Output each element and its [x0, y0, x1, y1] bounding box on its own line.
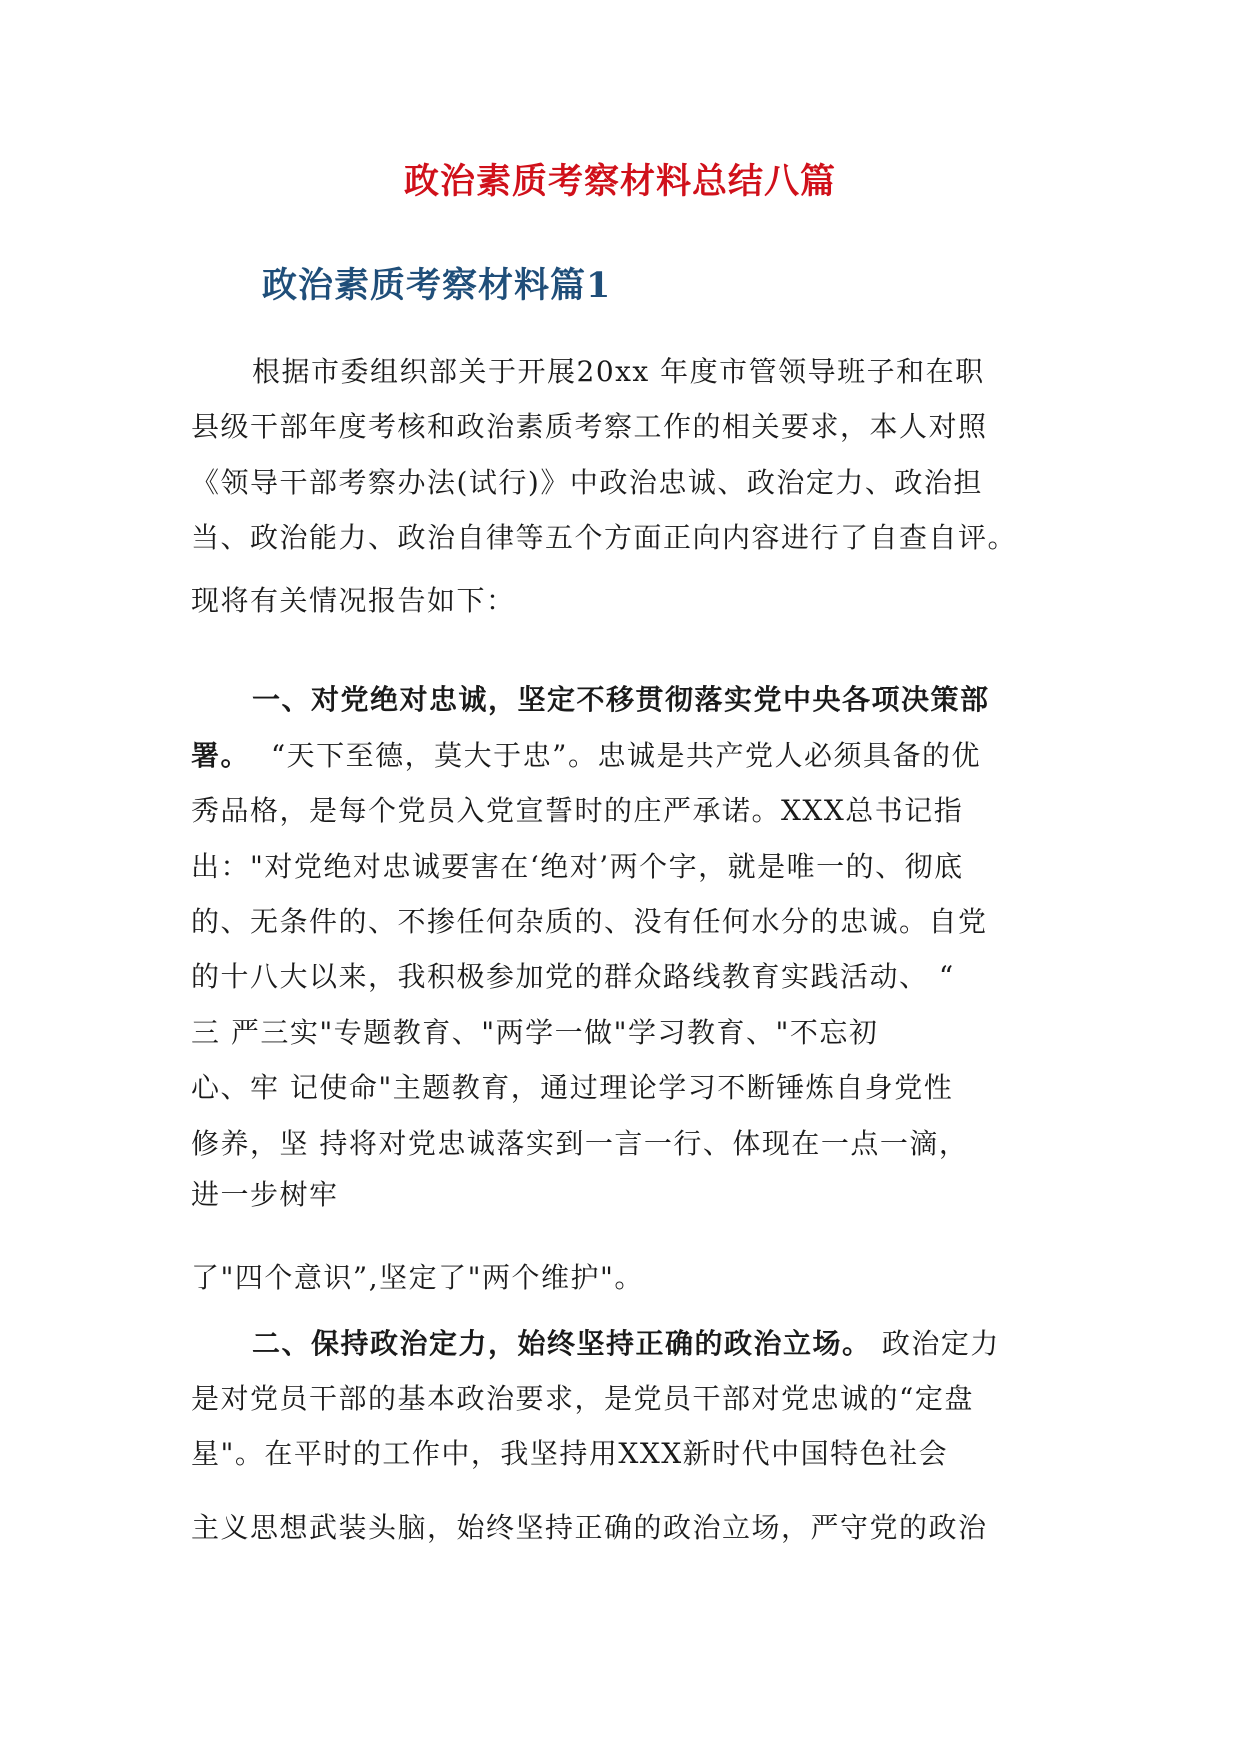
- paragraph-line: 现将有关情况报告如下：: [191, 584, 516, 617]
- paragraph-line: 星"。在平时的工作中，我坚持用XXX新时代中国特色社会: [191, 1437, 949, 1470]
- paragraph-line: 的十八大以来，我积极参加党的群众路线教育实践活动、 “: [191, 960, 955, 993]
- paragraph-line: 秀品格，是每个党员入党宣誓时的庄严承诺。XXX总书记指: [191, 794, 964, 827]
- paragraph-line: [252, 680, 1112, 720]
- paragraph-line: 心、牢 记使命"主题教育，通过理论学习不断锤炼自身党性: [191, 1071, 954, 1104]
- paragraph-line: 是对党员干部的基本政治要求，是党员干部对党忠诚的“定盘: [191, 1382, 974, 1415]
- paragraph-line: 了"四个意识”,坚定了"两个维护"。: [191, 1261, 644, 1294]
- paragraph-line: 《领导干部考察办法(试行)》中政治忠诚、政治定力、政治担: [191, 466, 983, 499]
- heading-text: 一、对党绝对忠诚，坚定不移贯彻落实党中央各项决策部: [252, 683, 990, 716]
- paragraph-line: 三 严三实"专题教育、"两学一做"学习教育、"不忘初: [191, 1016, 879, 1049]
- paragraph-line: 二、保持政治定力，始终坚持正确的政治立场。 政治定力: [252, 1327, 1000, 1360]
- paragraph-line: 出："对党绝对忠诚要害在‘绝对’两个字，就是唯一的、彻底: [191, 850, 964, 883]
- document-title: 政治素质考察材料总结八篇: [403, 161, 836, 202]
- paragraph-line: 当、政治能力、政治自律等五个方面正向内容进行了自查自评。: [191, 521, 1018, 554]
- paragraph-line: 根据市委组织部关于开展20xx 年度市管领导班子和在职: [252, 355, 985, 388]
- section-title: 政治素质考察材料篇1: [262, 265, 612, 306]
- paragraph-line: 修养，坚 持将对党忠诚落实到一言一行、体现在一点一滴，: [191, 1127, 969, 1160]
- paragraph-line: 署。 “天下至德，莫大于忠”。忠诚是共产党人必须具备的优: [191, 739, 981, 772]
- paragraph-line: 主义思想武装头脑，始终坚持正确的政治立场，严守党的政治: [191, 1511, 988, 1544]
- heading-text: 二、保持政治定力，始终坚持正确的政治立场。: [252, 1327, 872, 1360]
- heading-text: 署。: [191, 739, 251, 772]
- paragraph-line: 进一步树牢: [191, 1178, 339, 1211]
- paragraph-line: 县级干部年度考核和政治素质考察工作的相关要求，本人对照: [191, 410, 988, 443]
- paragraph-line: 的、无条件的、不掺任何杂质的、没有任何水分的忠诚。自党: [191, 905, 988, 938]
